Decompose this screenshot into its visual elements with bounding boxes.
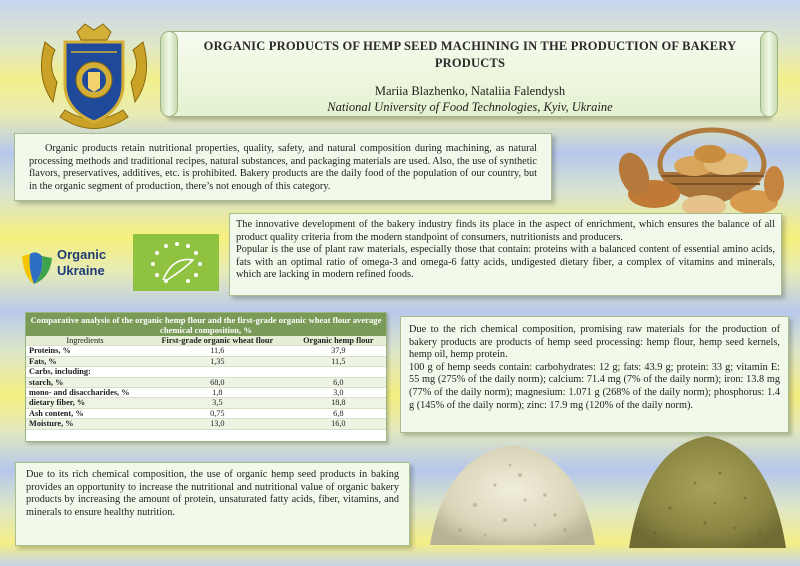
wheat-value xyxy=(144,367,291,377)
hemp-value: 6,8 xyxy=(291,408,386,418)
row-label: Ash content, % xyxy=(26,408,144,418)
table-row xyxy=(26,346,386,356)
hemp-value: 16,0 xyxy=(291,419,386,429)
hemp-value: 3,0 xyxy=(291,388,386,398)
wheat-value: 3,5 xyxy=(144,398,291,408)
innovation-text-1: The innovative development of the bakery industry finds its place in the aspect of enrichment, which ensures the balance of all product quality criteria from the modern standpoint of consumers, nutritionists and producers. xyxy=(236,219,775,243)
poster-title: ORGANIC PRODUCTS OF HEMP SEED MACHINING IN THE PRODUCTION OF BAKERY PRODUCTS xyxy=(203,39,737,70)
row-label: starch, % xyxy=(26,377,144,387)
table-row xyxy=(26,367,386,377)
header-ingredients: Ingredients xyxy=(26,336,144,346)
table-row xyxy=(26,408,386,418)
wheat-value: 11,6 xyxy=(144,346,291,356)
table-row xyxy=(26,388,386,398)
innovation-box xyxy=(229,213,782,296)
composition-text-1: Due to the rich chemical composition, promising raw materials for the production of bakery products are products of hemp seed processing: hemp flour, hemp seed kernels, hemp oil, hemp protein. xyxy=(409,324,780,361)
row-label: dietary fiber, % xyxy=(26,398,144,408)
row-label: Carbs, including: xyxy=(26,367,144,377)
affiliation: National University of Food Technologies, Kyiv, Ukraine xyxy=(327,100,613,114)
organic-ukraine-wordmark xyxy=(57,247,106,279)
wheat-value: 1,8 xyxy=(144,388,291,398)
hemp-value xyxy=(291,367,386,377)
row-label: mono- and disaccharides, % xyxy=(26,388,144,398)
table-row xyxy=(26,398,386,408)
hemp-value: 37,9 xyxy=(291,346,386,356)
authors: Mariia Blazhenko, Nataliia Falendysh xyxy=(374,84,566,98)
hemp-value: 11,5 xyxy=(291,356,386,366)
table-row xyxy=(26,356,386,366)
university-emblem xyxy=(35,22,153,140)
intro-text: Organic products retain nutritional properties, quality, safety, and natural composition during machining, as natural processing methods and traditional recipes, natural substances, and packaging materials are used. Also, the use of synthetic flavors, preservatives, additives, etc. is prohibited. Bakery products are the daily food of the population of our country, but in the organic segment of production, there’s not enough of this category. xyxy=(29,143,537,192)
wheat-value: 68,0 xyxy=(144,377,291,387)
hemp-value: 6,0 xyxy=(291,377,386,387)
hemp-flour-photo xyxy=(625,428,790,556)
banner-left-curl xyxy=(160,31,178,117)
wheat-value: 13,0 xyxy=(144,419,291,429)
composition-table xyxy=(25,312,387,442)
table-caption: Comparative analysis of the organic hemp flour and the first-grade organic wheat flour average chemical composition, % xyxy=(26,313,386,336)
intro-box xyxy=(14,133,552,201)
table-header-row xyxy=(26,336,386,346)
bread-basket-photo xyxy=(614,124,784,220)
table-row xyxy=(26,419,386,429)
header-hemp-flour: Organic hemp flour xyxy=(291,336,386,346)
hemp-composition-box xyxy=(400,316,789,433)
innovation-text-2: Popular is the use of plant raw materials, especially those that contain: proteins with a balanced content of essential amino acids, fats with an optimal ratio of omega-3 and omega-6 fatty acids, undigested dietary fiber, a complex of vitamins and minerals, which are lacking in modern refined foods. xyxy=(236,244,775,281)
banner-right-curl xyxy=(760,31,778,117)
eu-organic-leaf-logo xyxy=(133,234,219,291)
conclusion-text: Due to its rich chemical composition, the use of organic hemp seed products in baking provides an opportunity to increase the nutritional and nutritional value of organic bakery products by increasing the amount of protein, unsaturated fatty acids, fiber, vitamins, and minerals to ensure healthy nutrition. xyxy=(26,469,399,518)
composition-text-2: 100 g of hemp seeds contain: carbohydrates: 12 g; fats: 43.9 g; protein: 33 g; vitamin E: 55 mg (275% of the daily norm); calcium: 71.4 mg (7% of the daily norm); iron: 13.8 mg (77% of the daily norm); magnesium: 1.071 g (268% of the daily norm); phosphorus: 1.4 g (145% of the daily norm); zinc: 17.9 mg (120% of the daily norm). xyxy=(409,361,780,411)
row-label: Moisture, % xyxy=(26,419,144,429)
wheat-value: 1,35 xyxy=(144,356,291,366)
row-label: Proteins, % xyxy=(26,346,144,356)
hemp-value: 18,8 xyxy=(291,398,386,408)
ukraine-word: Ukraine xyxy=(57,263,105,278)
organic-word: Organic xyxy=(57,247,107,262)
conclusion-box xyxy=(15,462,410,546)
table-row xyxy=(26,377,386,387)
wheat-value: 0,75 xyxy=(144,408,291,418)
row-label: Fats, % xyxy=(26,356,144,366)
hemp-seed-kernels-photo xyxy=(425,435,600,555)
header-wheat-flour: First-grade organic wheat flour xyxy=(144,336,291,346)
